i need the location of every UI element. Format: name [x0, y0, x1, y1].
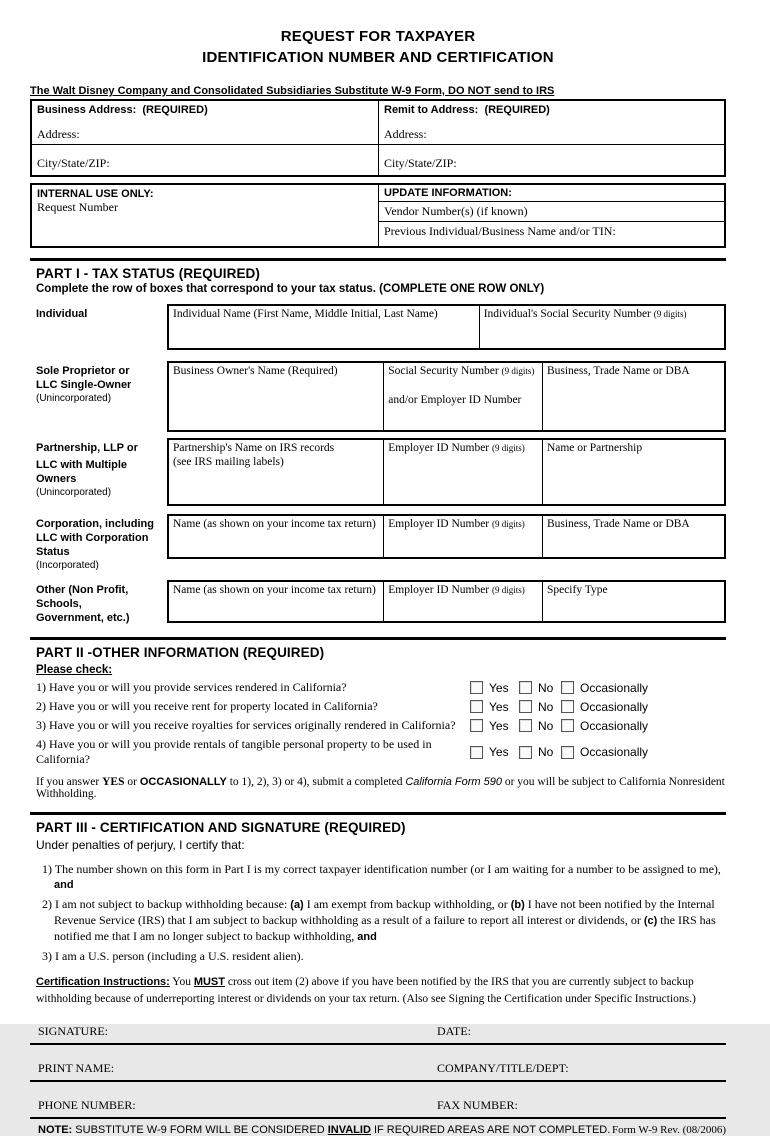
please-check-label: Please check:: [36, 664, 113, 676]
signature-row: [30, 1022, 726, 1045]
certification-instructions: [30, 974, 726, 1008]
tax-table-individual: [167, 304, 726, 350]
cell-label: Individual's Social Security Number: [483, 308, 651, 320]
print-name-row: [30, 1059, 726, 1082]
item-text: I am exempt from backup withholding, or: [303, 897, 511, 911]
note-occasionally: OCCASIONALLY: [139, 776, 227, 788]
item-text: the IRS has notified me that I am no longer subject to backup withholding,: [54, 913, 716, 943]
cell-label-line2: and/or Employer ID Number: [388, 394, 522, 406]
cell-label: Employer ID Number: [388, 584, 490, 596]
q2-yes-checkbox[interactable]: [470, 700, 483, 713]
partnership-ein-cell[interactable]: [383, 440, 542, 504]
occasionally-label: Occasionally: [580, 699, 649, 714]
tax-row-corporation: [36, 514, 726, 572]
no-label: No: [538, 680, 554, 695]
individual-name-cell[interactable]: [169, 306, 479, 348]
q2-no-checkbox[interactable]: [519, 700, 532, 713]
cell-label: Business, Trade Name or DBA: [546, 518, 690, 530]
internal-use-field[interactable]: [32, 185, 378, 246]
cell-label: Business Owner's Name (Required): [173, 365, 338, 377]
question-2-options: [470, 700, 671, 714]
question-4: 4) Have you or will you provide rentals of tangible personal property to be used in California?: [36, 737, 432, 766]
other-ein-cell[interactable]: [383, 582, 542, 621]
owner-name-cell[interactable]: [169, 363, 383, 430]
tax-row-partnership: [36, 438, 726, 506]
note-text: or you will be subject to California Nonresident Withholding.: [36, 776, 725, 800]
remit-address-header: Remit to Address: (REQUIRED): [384, 104, 550, 116]
no-label: No: [538, 718, 554, 733]
previous-name-field[interactable]: Previous Individual/Business Name and/or TIN:: [384, 224, 616, 238]
dba-name-cell[interactable]: [542, 363, 724, 430]
q1-no-checkbox[interactable]: [519, 681, 532, 694]
note-yes: YES: [102, 776, 125, 788]
tax-label-line: Sole Proprietor or: [36, 365, 130, 377]
q4-occasionally-checkbox[interactable]: [561, 746, 574, 759]
tax-label-line: Other (Non Profit, Schools,: [36, 584, 129, 610]
part2-divider: [30, 637, 726, 640]
update-information-header: UPDATE INFORMATION:: [379, 185, 724, 202]
corporation-dba-cell[interactable]: [542, 516, 724, 557]
form-subtitle: The Walt Disney Company and Consolidated Subsidiaries Substitute W-9 Form, DO NOT send to IRS: [30, 85, 555, 97]
remit-address-label: Address:: [384, 127, 427, 141]
part1-divider: [30, 258, 726, 261]
cell-label: Business, Trade Name or DBA: [546, 365, 690, 377]
print-name-label: PRINT NAME:: [38, 1061, 115, 1075]
item-a: (a): [290, 899, 304, 911]
note-text: or: [124, 776, 140, 788]
cell-label: Employer ID Number: [388, 442, 490, 454]
question-row-1: [30, 680, 726, 695]
ssn-ein-cell[interactable]: [383, 363, 542, 430]
form-revision: Form W-9 Rev. (08/2006): [612, 1124, 726, 1136]
partnership-name-cell[interactable]: [169, 440, 383, 504]
update-information-section: [378, 185, 724, 246]
question-row-4: [30, 737, 726, 767]
company-title-dept-label: COMPANY/TITLE/DEPT:: [437, 1061, 569, 1075]
item-b: (b): [510, 899, 525, 911]
yes-label: Yes: [489, 699, 509, 714]
q1-occasionally-checkbox[interactable]: [561, 681, 574, 694]
tax-table-other: [167, 580, 726, 623]
tax-row-other: [36, 580, 726, 625]
footer-note-text: IF REQUIRED AREAS ARE NOT COMPLETED.: [370, 1124, 611, 1136]
remit-address-field[interactable]: [379, 101, 724, 144]
individual-ssn-cell[interactable]: [479, 306, 724, 348]
tax-table-partnership: [167, 438, 726, 506]
tax-label-line: Government, etc.): [36, 612, 130, 624]
tax-label-corporation: [36, 514, 167, 572]
footer: [30, 1124, 726, 1136]
tax-label-line: Corporation, including: [36, 518, 154, 530]
corporation-name-cell[interactable]: [169, 516, 383, 557]
q3-occasionally-checkbox[interactable]: [561, 719, 574, 732]
question-4-options: [470, 745, 671, 759]
cell-label: Employer ID Number: [388, 518, 490, 530]
cert-must: MUST: [193, 976, 225, 988]
business-address-header: Business Address: (REQUIRED): [37, 104, 208, 116]
remit-city-label: City/State/ZIP:: [384, 156, 457, 170]
cell-label: Specify Type: [546, 584, 608, 596]
cert-label: Certification Instructions:: [36, 976, 170, 988]
tax-label-line: (Incorporated): [36, 560, 99, 571]
part3-heading: PART III - CERTIFICATION AND SIGNATURE (REQUIRED): [36, 820, 406, 835]
cell-label-small: (9 digits): [653, 309, 687, 319]
cell-label: Name (as shown on your income tax return): [173, 518, 376, 530]
certify-item-2: [36, 897, 726, 945]
q4-yes-checkbox[interactable]: [470, 746, 483, 759]
tax-label-line: Partnership, LLP or: [36, 442, 138, 454]
corporation-ein-cell[interactable]: [383, 516, 542, 557]
tax-table-sole-proprietor: [167, 361, 726, 432]
vendor-number-field[interactable]: Vendor Number(s) (if known): [379, 202, 724, 222]
item-text: 2) I am not subject to backup withholding because:: [42, 897, 291, 911]
california-withholding-note: [30, 776, 726, 800]
tax-row-individual: [36, 304, 726, 350]
q3-yes-checkbox[interactable]: [470, 719, 483, 732]
q2-occasionally-checkbox[interactable]: [561, 700, 574, 713]
tax-label-line: (Unincorporated): [36, 393, 112, 404]
business-address-field[interactable]: [32, 101, 378, 144]
no-label: No: [538, 745, 554, 759]
tax-label-line: Individual: [36, 308, 88, 320]
tax-label-line: LLC with Multiple Owners: [36, 459, 128, 485]
phone-fax-row: [30, 1096, 726, 1119]
phone-number-label: PHONE NUMBER:: [38, 1098, 136, 1112]
item-text: 1) The number shown on this form in Part I is my correct taxpayer identification number (or I am waiting for a number to be assigned to me),: [42, 862, 721, 876]
occasionally-label: Occasionally: [580, 680, 649, 695]
date-label: DATE:: [437, 1024, 471, 1038]
address-table: [30, 99, 726, 177]
cell-label: Individual Name (First Name, Middle Initial, Last Name): [173, 308, 438, 320]
item-c: (c): [643, 915, 658, 927]
yes-label: Yes: [489, 745, 509, 759]
tax-label-other: [36, 580, 167, 625]
question-2: 2) Have you or will you receive rent for property located in California?: [36, 699, 378, 713]
signature-label: SIGNATURE:: [38, 1024, 109, 1038]
cell-label: Social Security Number: [388, 365, 499, 377]
cell-label: Name or Partnership: [546, 442, 643, 454]
question-3-options: [470, 719, 671, 733]
fax-number-label: FAX NUMBER:: [437, 1098, 518, 1112]
cert-text: You: [169, 976, 194, 988]
yes-label: Yes: [489, 680, 509, 695]
q3-no-checkbox[interactable]: [519, 719, 532, 732]
form-title-line1: REQUEST FOR TAXPAYER: [280, 28, 476, 45]
part2-heading: PART II -OTHER INFORMATION (REQUIRED): [36, 645, 325, 660]
occasionally-label: Occasionally: [580, 745, 649, 759]
partnership-dba-cell[interactable]: [542, 440, 724, 504]
tax-label-partnership: [36, 438, 167, 506]
question-row-3: [30, 718, 726, 733]
internal-use-table: [30, 183, 726, 248]
part1-heading: PART I - TAX STATUS (REQUIRED): [36, 266, 260, 281]
note-text: to 1), 2), 3) or 4), submit a completed: [226, 776, 406, 788]
note-text: If you answer: [36, 776, 103, 788]
cert-text: cross out item (2) above if you have been notified by the IRS that you are currently subject to backup withholding because of underreporting interest or dividends on your tax return. (Also see Signing the Certification under Specific Instructions.): [36, 976, 696, 1005]
certify-item-1: [36, 862, 726, 893]
item-text: I have not been notified by the Internal Revenue Service (IRS) that I am subject to backup withholding as a result of a failure to report all interest or dividends, or: [54, 897, 715, 927]
question-3: 3) Have you or will you receive royalties for services originally rendered in California?: [36, 718, 456, 732]
note-form-590: California Form 590: [405, 776, 502, 788]
q4-no-checkbox[interactable]: [519, 746, 532, 759]
q1-yes-checkbox[interactable]: [470, 681, 483, 694]
footer-note-text: SUBSTITUTE W-9 FORM WILL BE CONSIDERED: [72, 1124, 328, 1136]
request-number-label: Request Number: [37, 200, 118, 214]
footer-invalid: INVALID: [327, 1124, 371, 1136]
other-name-cell[interactable]: [169, 582, 383, 621]
cell-label-small: (9 digits): [501, 366, 535, 376]
question-row-2: [30, 699, 726, 714]
tax-table-corporation: [167, 514, 726, 559]
no-label: No: [538, 699, 554, 714]
part3-divider: [30, 812, 726, 815]
tax-row-sole-proprietor: [36, 361, 726, 432]
other-specify-type-cell[interactable]: [542, 582, 724, 621]
item-and: and: [357, 931, 377, 943]
remit-city-field[interactable]: [379, 144, 724, 175]
cell-label-small: (9 digits): [492, 443, 525, 453]
business-city-label: City/State/ZIP:: [37, 156, 110, 170]
business-city-field[interactable]: [32, 144, 378, 175]
item-and: and: [54, 879, 74, 891]
form-title-line2: IDENTIFICATION NUMBER AND CERTIFICATION: [202, 49, 554, 66]
tax-label-line: (Unincorporated): [36, 487, 112, 498]
tax-label-individual: [36, 304, 167, 350]
footer-note: [38, 1124, 610, 1136]
tax-label-line: LLC with Corporation Status: [36, 532, 149, 558]
certify-item-3: 3) I am a U.S. person (including a U.S. resident alien).: [42, 949, 304, 963]
tax-label-sole-proprietor: [36, 361, 167, 432]
question-1-options: [470, 681, 671, 695]
cell-label: Partnership's Name on IRS records: [173, 442, 335, 454]
cell-label-small: (9 digits): [492, 585, 525, 595]
cell-label-line2: (see IRS mailing labels): [173, 456, 284, 468]
footer-note-label: NOTE:: [38, 1124, 73, 1136]
tax-label-line: LLC Single-Owner: [36, 379, 132, 391]
business-address-label: Address:: [37, 127, 80, 141]
form-title: [30, 26, 726, 68]
question-1: 1) Have you or will you provide services rendered in California?: [36, 680, 347, 694]
part1-subheading: Complete the row of boxes that correspond to your tax status. (COMPLETE ONE ROW ONLY): [36, 283, 545, 295]
yes-label: Yes: [489, 718, 509, 733]
occasionally-label: Occasionally: [580, 718, 649, 733]
cell-label: Name (as shown on your income tax return): [173, 584, 376, 596]
perjury-intro: Under penalties of perjury, I certify that:: [36, 838, 245, 852]
cell-label-small: (9 digits): [492, 519, 525, 529]
internal-use-header: INTERNAL USE ONLY:: [37, 188, 154, 200]
